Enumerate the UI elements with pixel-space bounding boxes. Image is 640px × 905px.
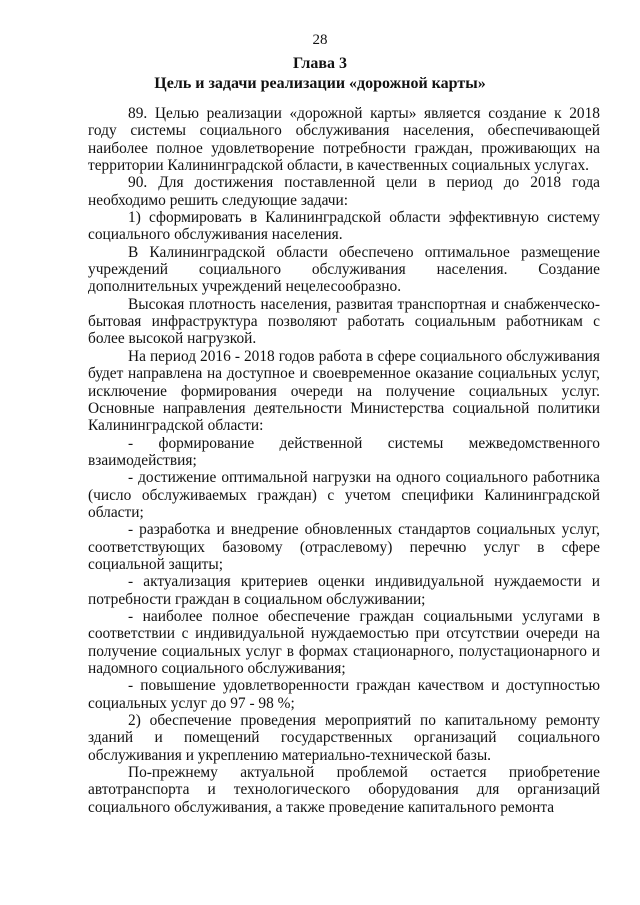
list-item-workload: - достижение оптимальной нагрузки на одного социального работника (число обслуживаемых граждан) с учетом специфики Калининградской области; <box>88 469 600 521</box>
chapter-heading: Глава 3 <box>293 55 347 72</box>
chapter-title: Цель и задачи реализации «дорожной карты» <box>154 75 486 92</box>
paragraph-density: Высокая плотность населения, развитая транспортная и снабженческо-бытовая инфраструктура позволяют работать социальным работникам с более высокой нагрузкой. <box>88 295 600 348</box>
paragraph-90: 90. Для достижения поставленной цели в период до 2018 года необходимо решить следующие задачи: <box>88 174 600 209</box>
list-item-interaction: - формирование действенной системы межведомственного взаимодействия; <box>88 434 600 469</box>
document-body <box>88 105 600 816</box>
list-item-satisfaction: - повышение удовлетворенности граждан качеством и доступностью социальных услуг до 97 - 98 %; <box>88 677 600 712</box>
paragraph-89: 89. Целью реализации «дорожной карты» является создание к 2018 году системы социального обслуживания населения, обеспечивающей наиболее полное удовлетворение потребности граждан, проживающих на территории Калининградской области, в качественных социальных услугах. <box>88 105 600 175</box>
paragraph-transport: По-прежнему актуальной проблемой остается приобретение автотранспорта и технологического оборудования для организаций социального обслуживания, а также проведение капитального ремонта <box>88 764 600 816</box>
page-number: 28 <box>312 32 328 48</box>
list-item-standards: - разработка и внедрение обновленных стандартов социальных услуг, соответствующих базовому (отраслевому) перечню услуг в сфере социальной защиты; <box>88 521 600 573</box>
paragraph-institutions: В Калининградской области обеспечено оптимальное размещение учреждений социального обслуживания населения. Создание дополнительных учреждений нецелесообразно. <box>88 243 600 296</box>
list-item-provision: - наиболее полное обеспечение граждан социальными услугами в соответствии с индивидуальной нуждаемостью при отсутствии очереди на получение социальных услуг в формах стационарного, полустационарного и надомного социального обслуживания; <box>88 607 600 677</box>
paragraph-period: На период 2016 - 2018 годов работа в сфере социального обслуживания будет направлена на доступное и своевременное оказание социальных услуг, исключение формирования очереди на получение социальных услуг. Основные направления деятельности Министерства социальной политики Калининградской области: <box>88 347 600 435</box>
task-2: 2) обеспечение проведения мероприятий по капитальному ремонту зданий и помещений государственных организаций социального обслуживания и укреплению материально-технической базы. <box>88 712 600 764</box>
list-item-criteria: - актуализация критериев оценки индивидуальной нуждаемости и потребности граждан в социальном обслуживании; <box>88 573 600 608</box>
task-1: 1) сформировать в Калининградской области эффективную систему социального обслуживания населения. <box>88 209 600 244</box>
